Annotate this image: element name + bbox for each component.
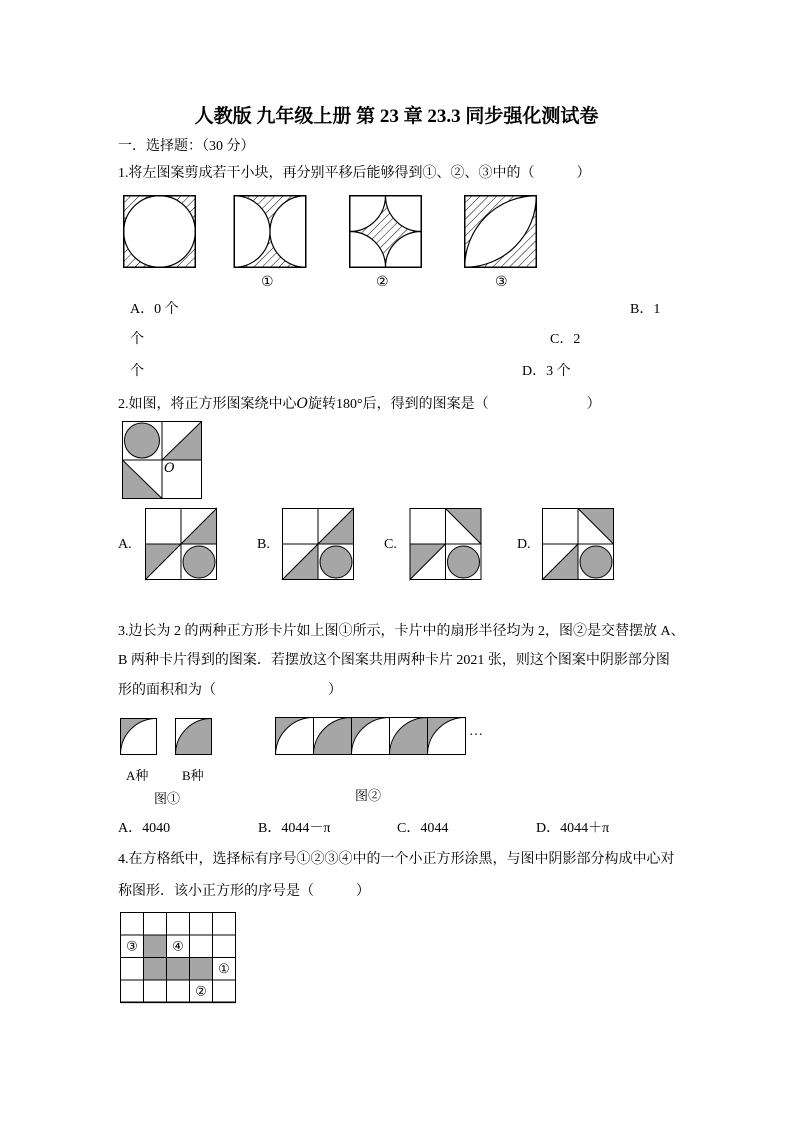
- gray-triangle-bottom-left: [146, 544, 182, 580]
- q2-original-figure: [122, 421, 202, 499]
- shaded-cell: [167, 958, 190, 981]
- q1-original-figure: [123, 195, 196, 268]
- q1-option-c-wrap: 个: [130, 364, 144, 379]
- grid-label-1: ①: [218, 962, 230, 977]
- q2-stem-center-symbol: O: [296, 396, 308, 412]
- shaded-cell: [144, 935, 167, 958]
- gray-circle: [580, 546, 612, 578]
- q3-card-b-label: B种: [182, 768, 204, 783]
- q1-figure-2: [349, 195, 422, 268]
- gray-triangle-top-right: [162, 422, 202, 461]
- q3-option-b: B．4044－π: [258, 821, 331, 836]
- q1-option-b-wrap: 个: [130, 332, 144, 347]
- gray-circle: [448, 546, 480, 578]
- gray-circle: [183, 546, 215, 578]
- question-4-stem-line-2: 称图形．该小正方形的序号是（ ）: [118, 884, 370, 899]
- q2-option-a-figure: [145, 508, 217, 580]
- q1-figure-1: [233, 195, 307, 268]
- strip-card-a: [428, 718, 466, 755]
- question-3-stem-line-2: B 两种卡片得到的图案．若摆放这个图案共用两种卡片 2021 张，则这个图案中阴影部分图: [118, 653, 670, 668]
- q1-option-d: D．3 个: [522, 364, 571, 379]
- q2-option-c-letter: C.: [384, 537, 397, 552]
- strip-card-a: [352, 718, 390, 755]
- q3-card-a: [120, 718, 157, 755]
- q1-figure-label-3: ③: [495, 275, 508, 290]
- q3-option-d: D．4044＋π: [536, 821, 610, 836]
- gray-triangle-bottom-left: [410, 544, 446, 580]
- gray-circle: [320, 546, 352, 578]
- question-2-stem: [118, 394, 601, 414]
- q1-figure-3: [464, 195, 537, 268]
- strip-card-a: [276, 718, 314, 755]
- q3-alternating-strip: [275, 717, 466, 755]
- q1-option-a: A．0 个: [130, 302, 179, 317]
- q3-continuation-ellipsis: …: [469, 724, 483, 739]
- question-3-stem-line-3: 形的面积和为（ ）: [118, 683, 342, 698]
- grid-label-4: ④: [172, 939, 184, 955]
- q3-figure-1-caption: 图①: [154, 791, 181, 806]
- q1-option-b: B．1: [630, 302, 661, 317]
- q1-figure-label-1: ①: [261, 275, 274, 290]
- q2-stem-part-1: 2.如图，将正方形图案绕中心: [118, 397, 297, 412]
- q3-figure-2-caption: 图②: [355, 788, 382, 803]
- q2-option-b-figure: [282, 508, 354, 580]
- gray-triangle-top-right: [318, 509, 354, 545]
- section-heading: 一．选择题：（30 分）: [118, 139, 255, 154]
- gray-triangle-bottom-left: [123, 460, 163, 499]
- gray-circle: [125, 423, 160, 458]
- strip-card-b: [314, 718, 352, 755]
- grid-label-3: ③: [126, 939, 138, 955]
- q3-option-c: C．4044: [397, 821, 449, 836]
- q3-card-a-label: A种: [126, 768, 149, 783]
- gray-triangle-bottom-left: [543, 544, 579, 580]
- question-1-stem: 1.将左图案剪成若干小块，再分别平移后能够得到①、②、③中的（ ）: [118, 166, 591, 181]
- q4-grid-figure: [120, 912, 236, 1003]
- shaded-cell: [144, 958, 167, 981]
- q2-option-b-letter: B.: [257, 537, 270, 552]
- q1-option-c: C．2: [550, 332, 581, 347]
- strip-card-b: [390, 718, 428, 755]
- grid-label-2: ②: [195, 984, 207, 1000]
- gray-triangle-top-right: [181, 509, 217, 545]
- question-4-stem-line-1: 4.在方格纸中，选择标有序号①②③④中的一个小正方形涂黑，与图中阴影部分构成中心对: [118, 852, 675, 867]
- q3-card-b: [175, 718, 212, 755]
- gray-triangle-top-right: [446, 509, 482, 545]
- q1-figure-label-2: ②: [376, 275, 389, 290]
- q2-option-d-letter: D.: [517, 537, 531, 552]
- page-title: 人教版 九年级上册 第 23 章 23.3 同步强化测试卷: [194, 106, 599, 127]
- gray-triangle-top-right: [578, 509, 614, 545]
- q2-option-a-letter: A.: [118, 537, 132, 552]
- question-3-stem-line-1: 3.边长为 2 的两种正方形卡片如上图①所示，卡片中的扇形半径均为 2，图②是交替摆放 A、: [118, 624, 685, 639]
- q2-option-c-figure: [409, 508, 482, 580]
- gray-triangle-bottom-left: [283, 544, 319, 580]
- white-circle: [124, 196, 196, 268]
- q3-option-a: A．4040: [118, 821, 171, 836]
- center-point-label: O: [164, 461, 175, 476]
- shaded-cell: [190, 958, 213, 981]
- q2-option-d-figure: [542, 508, 614, 580]
- q2-stem-part-2: 旋转180°后，得到的图案是（ ）: [307, 397, 601, 412]
